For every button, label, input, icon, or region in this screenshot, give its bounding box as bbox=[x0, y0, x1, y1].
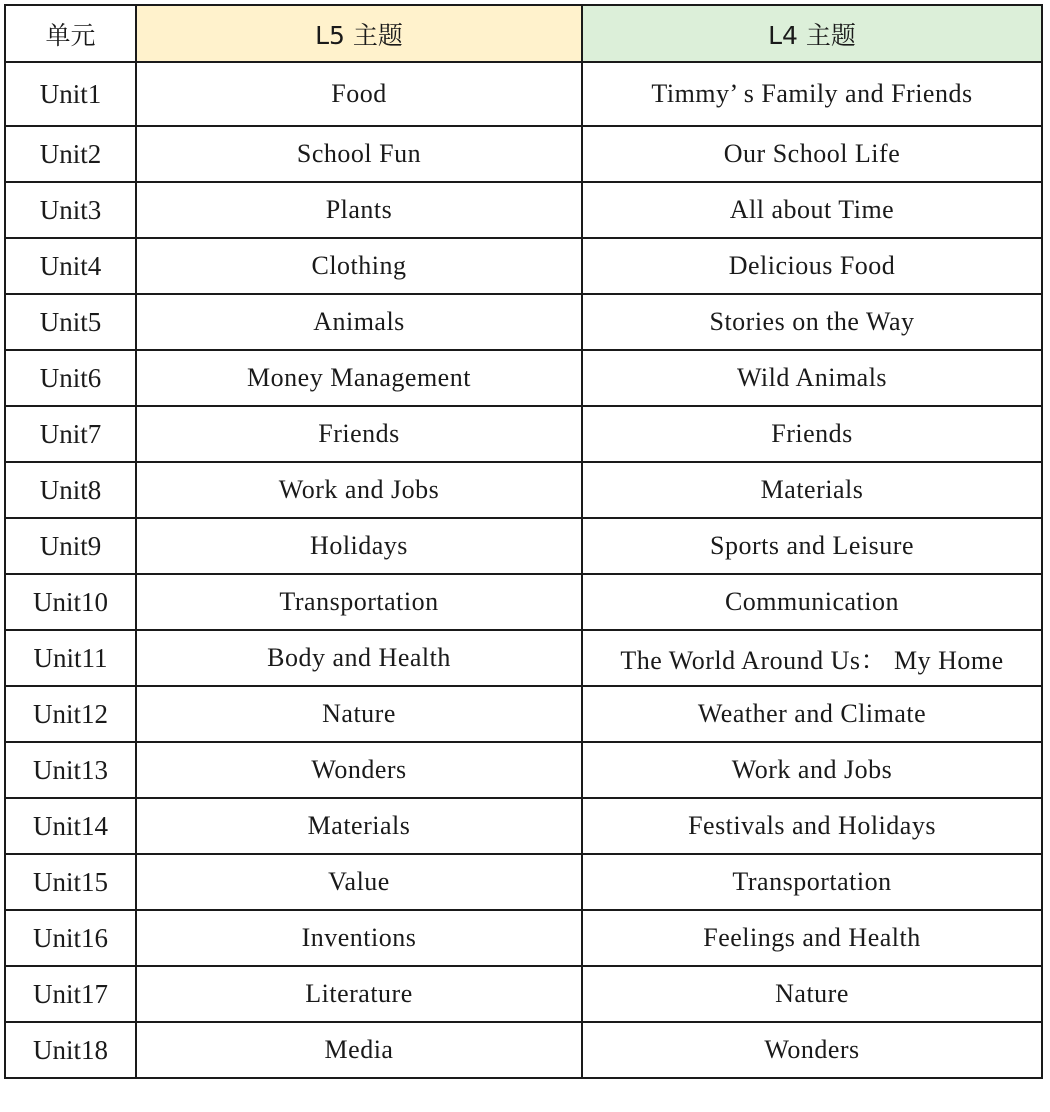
l5-topic-cell: Materials bbox=[136, 798, 582, 854]
table-row bbox=[5, 1022, 1042, 1078]
table-row bbox=[5, 62, 1042, 126]
table-row bbox=[5, 406, 1042, 462]
l4-topic-cell: All about Time bbox=[582, 182, 1042, 238]
unit-cell: Unit12 bbox=[5, 686, 136, 742]
l5-topic-cell: Friends bbox=[136, 406, 582, 462]
l4-topic-cell: Nature bbox=[582, 966, 1042, 1022]
l5-topic-cell: Body and Health bbox=[136, 630, 582, 686]
l4-topic-cell: Wild Animals bbox=[582, 350, 1042, 406]
l4-topic-cell: Timmy’ s Family and Friends bbox=[582, 62, 1042, 126]
table-row bbox=[5, 910, 1042, 966]
table-row bbox=[5, 126, 1042, 182]
l4-topic-cell: Communication bbox=[582, 574, 1042, 630]
unit-cell: Unit15 bbox=[5, 854, 136, 910]
table-row bbox=[5, 462, 1042, 518]
unit-cell: Unit11 bbox=[5, 630, 136, 686]
l4-topic-cell: Our School Life bbox=[582, 126, 1042, 182]
unit-cell: Unit5 bbox=[5, 294, 136, 350]
l5-topic-cell: Media bbox=[136, 1022, 582, 1078]
unit-cell: Unit3 bbox=[5, 182, 136, 238]
table-row bbox=[5, 966, 1042, 1022]
table-row bbox=[5, 686, 1042, 742]
l4-topic-cell: The World Around Us： My Home bbox=[582, 630, 1042, 686]
l5-topic-cell: Clothing bbox=[136, 238, 582, 294]
unit-cell: Unit6 bbox=[5, 350, 136, 406]
l5-topic-cell: Animals bbox=[136, 294, 582, 350]
unit-cell: Unit9 bbox=[5, 518, 136, 574]
l5-topic-cell: Holidays bbox=[136, 518, 582, 574]
table-row bbox=[5, 182, 1042, 238]
unit-topics-table-wrapper bbox=[4, 4, 1043, 1079]
header-l4-topic: L4 主题 bbox=[582, 5, 1042, 62]
table-row bbox=[5, 630, 1042, 686]
unit-cell: Unit14 bbox=[5, 798, 136, 854]
header-unit: 单元 bbox=[5, 5, 136, 62]
table-row bbox=[5, 798, 1042, 854]
unit-cell: Unit4 bbox=[5, 238, 136, 294]
l5-topic-cell: School Fun bbox=[136, 126, 582, 182]
l4-topic-cell: Weather and Climate bbox=[582, 686, 1042, 742]
table-row bbox=[5, 518, 1042, 574]
table-header-row bbox=[5, 5, 1042, 62]
unit-cell: Unit8 bbox=[5, 462, 136, 518]
l5-topic-cell: Money Management bbox=[136, 350, 582, 406]
unit-cell: Unit7 bbox=[5, 406, 136, 462]
l4-topic-cell: Festivals and Holidays bbox=[582, 798, 1042, 854]
l4-topic-cell: Work and Jobs bbox=[582, 742, 1042, 798]
l4-topic-cell: Transportation bbox=[582, 854, 1042, 910]
table-body bbox=[5, 62, 1042, 1078]
table-row bbox=[5, 238, 1042, 294]
l4-topic-cell: Friends bbox=[582, 406, 1042, 462]
header-l5-topic: L5 主题 bbox=[136, 5, 582, 62]
table-row bbox=[5, 294, 1042, 350]
l4-topic-cell: Stories on the Way bbox=[582, 294, 1042, 350]
unit-cell: Unit16 bbox=[5, 910, 136, 966]
unit-cell: Unit2 bbox=[5, 126, 136, 182]
l5-topic-cell: Nature bbox=[136, 686, 582, 742]
l4-topic-cell: Delicious Food bbox=[582, 238, 1042, 294]
table-row bbox=[5, 854, 1042, 910]
l5-topic-cell: Value bbox=[136, 854, 582, 910]
l4-topic-cell: Materials bbox=[582, 462, 1042, 518]
unit-cell: Unit10 bbox=[5, 574, 136, 630]
table-row bbox=[5, 742, 1042, 798]
l4-topic-cell: Sports and Leisure bbox=[582, 518, 1042, 574]
l5-topic-cell: Transportation bbox=[136, 574, 582, 630]
unit-cell: Unit1 bbox=[5, 62, 136, 126]
l5-topic-cell: Wonders bbox=[136, 742, 582, 798]
l5-topic-cell: Literature bbox=[136, 966, 582, 1022]
unit-cell: Unit17 bbox=[5, 966, 136, 1022]
l5-topic-cell: Plants bbox=[136, 182, 582, 238]
l5-topic-cell: Work and Jobs bbox=[136, 462, 582, 518]
l5-topic-cell: Inventions bbox=[136, 910, 582, 966]
unit-cell: Unit18 bbox=[5, 1022, 136, 1078]
l5-topic-cell: Food bbox=[136, 62, 582, 126]
table-row bbox=[5, 350, 1042, 406]
table-row bbox=[5, 574, 1042, 630]
unit-cell: Unit13 bbox=[5, 742, 136, 798]
l4-topic-cell: Wonders bbox=[582, 1022, 1042, 1078]
l4-topic-cell: Feelings and Health bbox=[582, 910, 1042, 966]
unit-topics-table bbox=[4, 4, 1043, 1079]
